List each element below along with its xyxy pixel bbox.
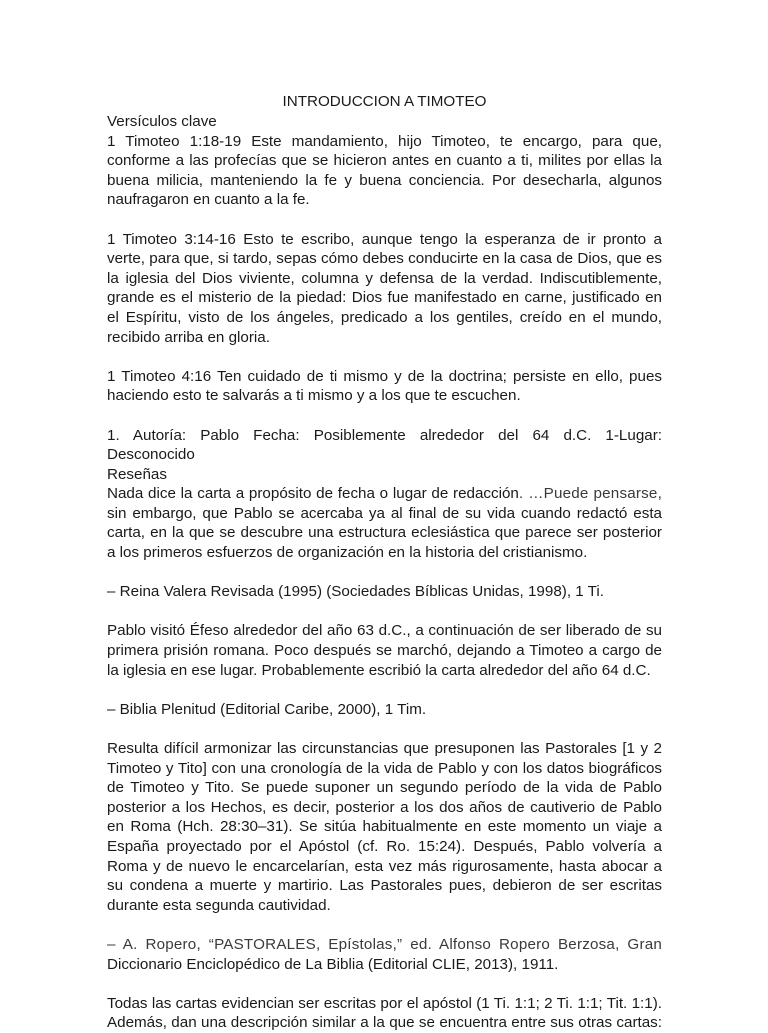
paragraph-pastorals: Resulta difícil armonizar las circunstancias que presuponen las Pastorales [1 y 2 Timoteo y Tito] con una cronología de la vida de Pablo y con los datos biográficos de Timoteo y Tito. Se puede suponer un segundo período de la vida de Pablo posterior a los Hechos, es decir, posterior a los dos años de cautiverio de Pablo en Roma (Hch. 28:30–31). Se sitúa habitualmente en este momento un viaje a España proyectado por el Apóstol (cf. Ro. 15:24). Después, Pablo volvería a Roma y de nuevo le encarcelarían, esta vez más rigurosamente, hasta abocar a su condena a muerte y martirio. Las Pastorales pues, debieron de ser escritas durante esta segunda cautividad. [107, 740, 662, 914]
spacer [107, 602, 662, 622]
spacer [107, 347, 662, 367]
review-text-a: Nada dice la carta a propósito de fecha o lugar de redacción [107, 485, 519, 503]
document-title: INTRODUCCION A TIMOTEO [282, 93, 487, 110]
citation-ropero-rest: Diccionario Enciclopédico de La Biblia (Editorial CLIE, 2013), 1911. [107, 955, 559, 973]
heading-key-verses: Versículos clave [107, 113, 217, 130]
spacer [107, 563, 662, 583]
verse-1-timothy-1-18: 1 Timoteo 1:18-19 Este mandamiento, hijo Timoteo, te encargo, para que, conforme a las profecías que se hicieron antes en cuanto a ti, milites por ellas la buena milicia, manteniendo la fe y buena conciencia. Por desecharla, algunos naufragaron en cuanto a la fe. [107, 132, 662, 209]
spacer [107, 210, 662, 230]
spacer [107, 915, 662, 935]
citation-plenitud: – Biblia Plenitud (Editorial Caribe, 2000), 1 Tim. [107, 700, 427, 718]
verse-1-timothy-3-14: 1 Timoteo 3:14-16 Esto te escribo, aunque tengo la esperanza de ir pronto a verte, para que, si tardo, sepas cómo debes conducirte en la casa de Dios, que es la iglesia del Dios viviente, columna y defensa de la verdad. Indiscutiblemente, grande es el misterio de la piedad: Dios fue manifestado en carne, justificado en el Espíritu, visto de los ángeles, predicado a los gentiles, creído en el mundo, recibido arriba en gloria. [107, 230, 662, 346]
spacer [107, 680, 662, 700]
citation-ropero-faded: – A. Ropero, “PASTORALES, Epístolas,” ed. Alfonso Ropero Berzosa, Gran [107, 935, 662, 953]
review-text-faded: . …Puede pensarse, [518, 485, 663, 503]
reviews-heading: Reseñas [107, 465, 167, 483]
authorship-line: 1. Autoría: Pablo Fecha: Posiblemente alrededor del 64 d.C. 1-Lugar: Desconocido [107, 426, 662, 464]
paragraph-ephesus: Pablo visitó Éfeso alrededor del año 63 d.C., a continuación de ser liberado de su primera prisión romana. Poco después se marchó, dejando a Timoteo a cargo de la iglesia en ese lugar. Probablemente escribió la carta alrededor del año 64 d.C. [107, 622, 662, 679]
review-paragraph [107, 484, 662, 562]
spacer [107, 406, 662, 426]
citation-ropero [107, 935, 662, 974]
review-text-b: sin embargo, que Pablo se acercaba ya al final de su vida cuando redactó esta carta, en la que se descubre una estructura eclesiástica que parece ser posterior a los primeros esfuerzos de organización en la historia del cristianismo. [107, 504, 662, 562]
verse-1-timothy-4-16: 1 Timoteo 4:16 Ten cuidado de ti mismo y de la doctrina; persiste en ello, pues haciendo esto te salvarás a ti mismo y a los que te escuchen. [107, 367, 662, 405]
paragraph-authorship-evidence: Todas las cartas evidencian ser escritas por el apóstol (1 Ti. 1:1; 2 Ti. 1:1; Tit. 1:1). Además, dan una descripción similar a la que se encuentra entre sus otras cartas: [107, 994, 662, 1032]
spacer [107, 974, 662, 994]
citation-rvr: – Reina Valera Revisada (1995) (Sociedades Bíblicas Unidas, 1998), 1 Ti. [107, 583, 604, 601]
spacer [107, 719, 662, 739]
